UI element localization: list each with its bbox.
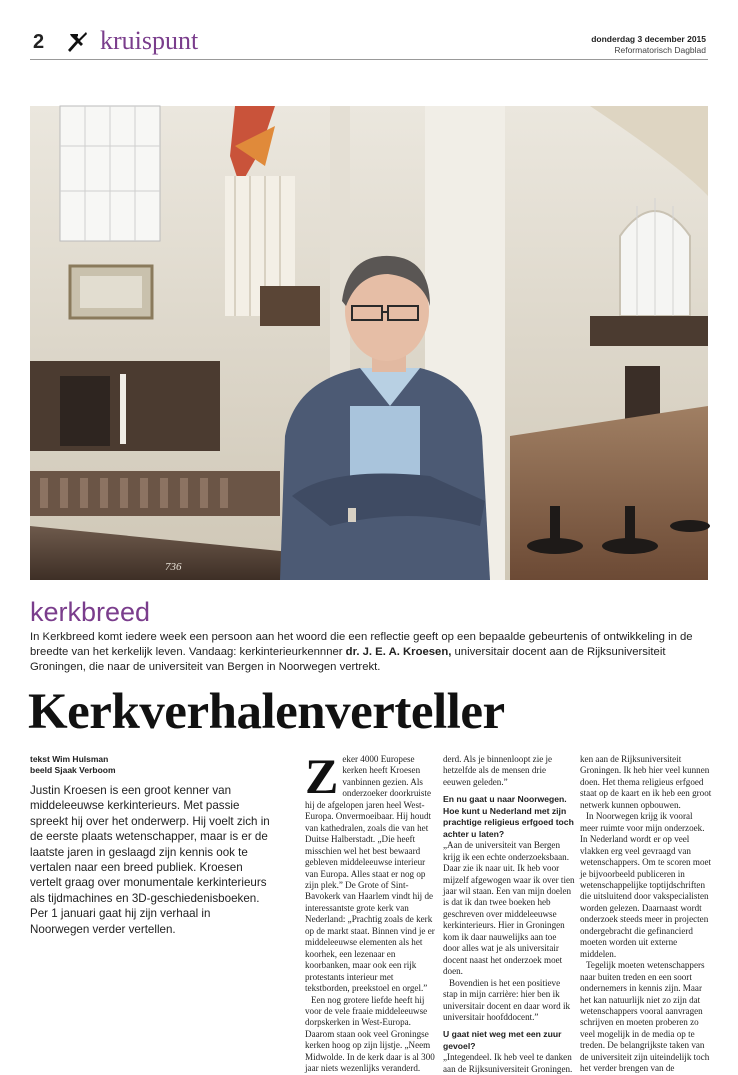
newspaper-name: Reformatorisch Dagblad <box>614 45 706 55</box>
article-column-2 <box>443 754 575 1074</box>
paragraph: Bovendien is het een positieve stap in mijn carrière: hier ben ik universitair docent en daar word ik universitair hoofddocent.” <box>443 977 571 1022</box>
drop-cap: Z <box>305 748 339 804</box>
intro-text: In Kerkbreed komt iedere week een persoon aan het woord die een reflectie geeft op een bepaalde gebeurtenis of ontwikkeling in de breedte van het kerkelijk leven. Vandaag: kerkinterieurkennner <box>30 631 693 658</box>
paragraph: derd. Als je binnenloopt zie je hetzelfde als de mensen drie eeuwen geleden.” <box>443 754 553 787</box>
page-number: 2 <box>33 31 45 53</box>
plaque-number: 736 <box>165 561 182 573</box>
interview-question: En nu gaat u naar Noorwegen. Hoe kunt u Nederland met zijn prachtige religieus erfgoed toch achter u laten? <box>443 794 574 839</box>
header-divider <box>30 59 708 60</box>
article-column-3 <box>580 754 712 1074</box>
church-interior-photo <box>30 106 708 580</box>
paragraph: eker 4000 Europese kerken heeft Kroesen vanbinnen gezien. Als onderzoeker doorkruiste hij de afgelopen jaren heel West-Europa. Onvermoeibaar. Hij houdt van kathedralen, zoals die van het Duitse Halberstadt. „Die heeft misschien wel het best bewaard gebleven middeleeuwse interieur van Europa. Alles staat er nog op zijn plek.” De Grote of Sint-Bavokerk van Haarlem vindt hij de interessantste grote kerk van Nederland: „Prachtig zoals de kerk op de markt staat. Binnen vind je er middeleeuwse elementen als het koorhek, een lezenaar en koorbanken, maar ook een rijk protestants interieur met tekstborden, preekstoel en orgel.” <box>305 754 435 994</box>
paragraph: ken aan de Rijksuniversiteit Groningen. Ik heb hier veel kunnen doen. Het thema religieus erfgoed staat op de kaart en ik heb een groot netwerk kunnen opbouwen. <box>580 754 712 810</box>
credit-photo: beeld Sjaak Verboom <box>30 765 116 775</box>
issue-date: donderdag 3 december 2015 <box>591 34 706 44</box>
interview-question: U gaat niet weg met een zuur gevoel? <box>443 1029 562 1051</box>
paragraph: In Noorwegen krijg ik vooral meer ruimte voor mijn onderzoek. In Nederland wordt er op veel vlakken erg veel gevraagd van wetenschappers. Om te scoren moet je bijvoorbeeld publiceren in wetenschappelijke toptijdschriften die uitsluitend door vakspecialisten worden gelezen. Daarnaast wordt onderzoek steeds meer in projecten ondergebracht die gefinancierd moeten worden uit externe middelen. <box>580 811 712 959</box>
credit-text: tekst Wim Hulsman <box>30 754 109 764</box>
paragraph: „Integendeel. Ik heb veel te danken aan de Rijksuniversiteit Groningen. <box>443 1052 573 1074</box>
kerkbreed-heading: kerkbreed <box>30 597 151 627</box>
article-lead: Justin Kroesen is een groot kenner van middeleeuwse kerkinterieurs. Met passie spreekt hij over het onderwerp. Hij voelt zich in de eerste plaats wetenschapper, maar is er de laatste jaren in geslaagd zijn kennis ook te vertalen naar een breed publiek. Kroesen vertelt graag over monumentale kerkinterieurs als tijdmachines en 3D-geschiedenisboeken. Per 1 januari gaat hij zijn verhaal in Noorwegen verder vertellen. <box>30 784 270 936</box>
article-headline: Kerkverhalenverteller <box>28 684 505 740</box>
paragraph: „Aan de universiteit van Bergen krijg ik een echte onderzoeksbaan. Daar zie ik naar uit. Ik heb voor mijzelf afgewogen waar ik over tien jaar wil staan. Een van mijn doelen is dat ik dan twee boeken heb geschreven over middeleeuwse kerkinterieurs. Hier in Groningen kom ik daar nauwelijks aan toe door alles wat je als universitair docent naast het onderzoek moet doen. <box>443 840 575 977</box>
intro-text-end: universitair docent aan de Rijksuniversiteit Groningen, die naar de universiteit van Bergen in Noorwegen vertrekt. <box>30 645 666 673</box>
photo-illustration <box>30 106 708 580</box>
paragraph: Een nog grotere liefde heeft hij voor de vele fraaie middeleeuwse dorpskerken in West-Europa. Daarom staan ook veel Groningse kerken hoog op zijn lijstje. „Neem Midwolde. In de kerk daar is al 300 jaar niets wezenlijks veranderd. <box>305 994 435 1074</box>
section-title: kruispunt <box>100 26 199 55</box>
intro-person-name: dr. J. E. A. Kroesen, <box>345 645 452 658</box>
kerkbreed-intro <box>30 630 710 674</box>
arrow-logo-icon <box>66 32 88 52</box>
article-column-1 <box>305 748 437 1074</box>
paragraph: Tegelijk moeten wetenschappers naar buiten treden en een soort ondernemers in kennis zijn. Maar het kan natuurlijk niet zo zijn dat wetenschappers vooral aanvragen schrijven en moeten proberen zo veel mogelijk in de media op te treden. De belangrijkste taken van de universiteit zijn uiteindelijk toch het verder brengen van de <box>580 960 710 1074</box>
